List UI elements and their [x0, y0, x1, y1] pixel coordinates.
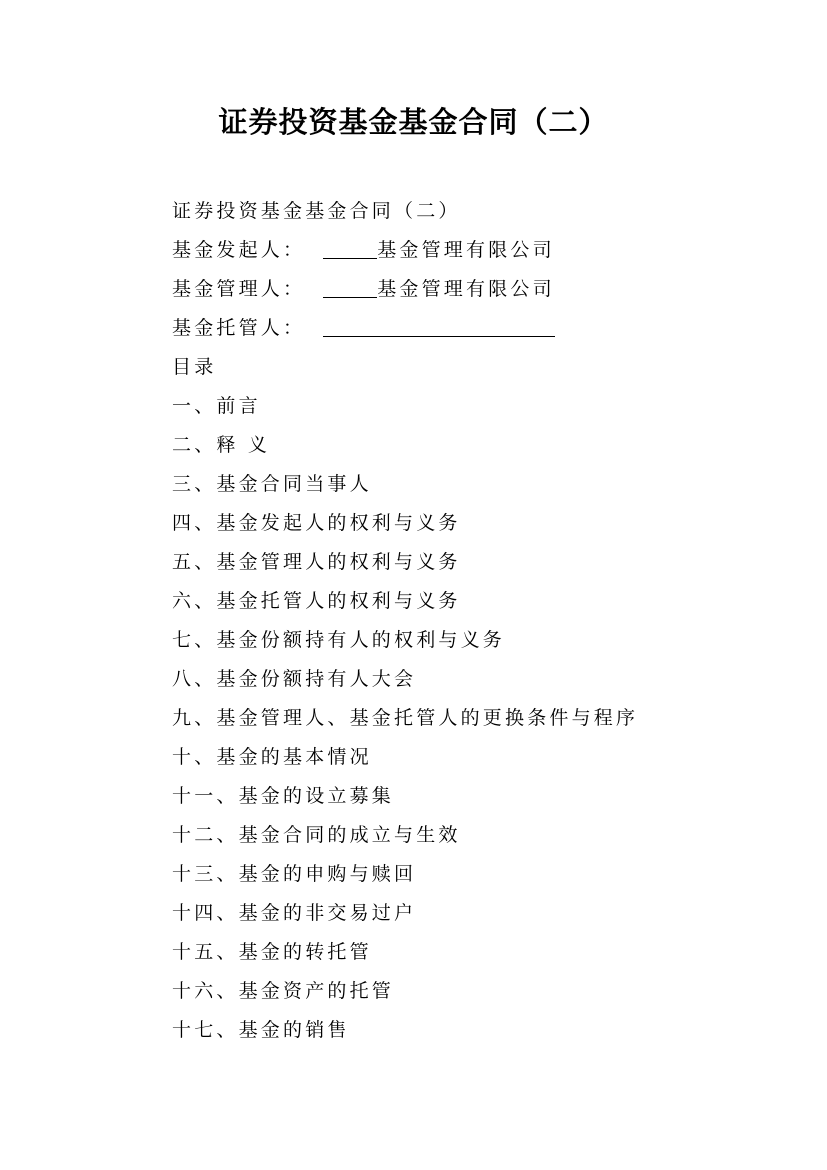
toc-item: 七、基金份额持有人的权利与义务: [172, 629, 506, 651]
toc-item: 二、释 义: [172, 434, 271, 456]
toc-item: 十四、基金的非交易过户: [172, 902, 417, 924]
party-custodian-label: 基金托管人：: [172, 317, 306, 339]
toc-item: 四、基金发起人的权利与义务: [172, 512, 461, 534]
party-founder-label: 基金发起人：: [172, 239, 306, 261]
toc-item: 十、基金的基本情况: [172, 746, 372, 768]
party-custodian-blank: [323, 314, 555, 337]
toc-item: 十三、基金的申购与赎回: [172, 863, 417, 885]
toc-item: 九、基金管理人、基金托管人的更换条件与程序: [172, 707, 639, 729]
toc-item: 十一、基金的设立募集: [172, 785, 395, 807]
toc-item: 十五、基金的转托管: [172, 941, 372, 963]
party-founder: [172, 231, 772, 270]
toc-item: 一、前言: [172, 395, 261, 417]
party-founder-value: 基金管理有限公司: [377, 239, 555, 261]
toc-item: 六、基金托管人的权利与义务: [172, 590, 461, 612]
toc-item: 八、基金份额持有人大会: [172, 668, 417, 690]
party-manager: [172, 270, 772, 309]
party-founder-blank: [323, 236, 377, 259]
toc-item: 十七、基金的销售: [172, 1019, 350, 1041]
document-body: [172, 192, 772, 1050]
party-manager-label: 基金管理人：: [172, 278, 306, 300]
toc-item: 五、基金管理人的权利与义务: [172, 551, 461, 573]
document-title: 证券投资基金基金合同（二）: [218, 105, 609, 139]
toc-heading: 目录: [172, 356, 217, 378]
toc-item: 十二、基金合同的成立与生效: [172, 824, 461, 846]
party-manager-blank: [323, 275, 377, 298]
toc-item: 三、基金合同当事人: [172, 473, 372, 495]
party-manager-value: 基金管理有限公司: [377, 278, 555, 300]
toc-item: 十六、基金资产的托管: [172, 980, 395, 1002]
party-custodian: [172, 309, 772, 348]
document-subtitle: 证券投资基金基金合同（二）: [172, 200, 461, 222]
